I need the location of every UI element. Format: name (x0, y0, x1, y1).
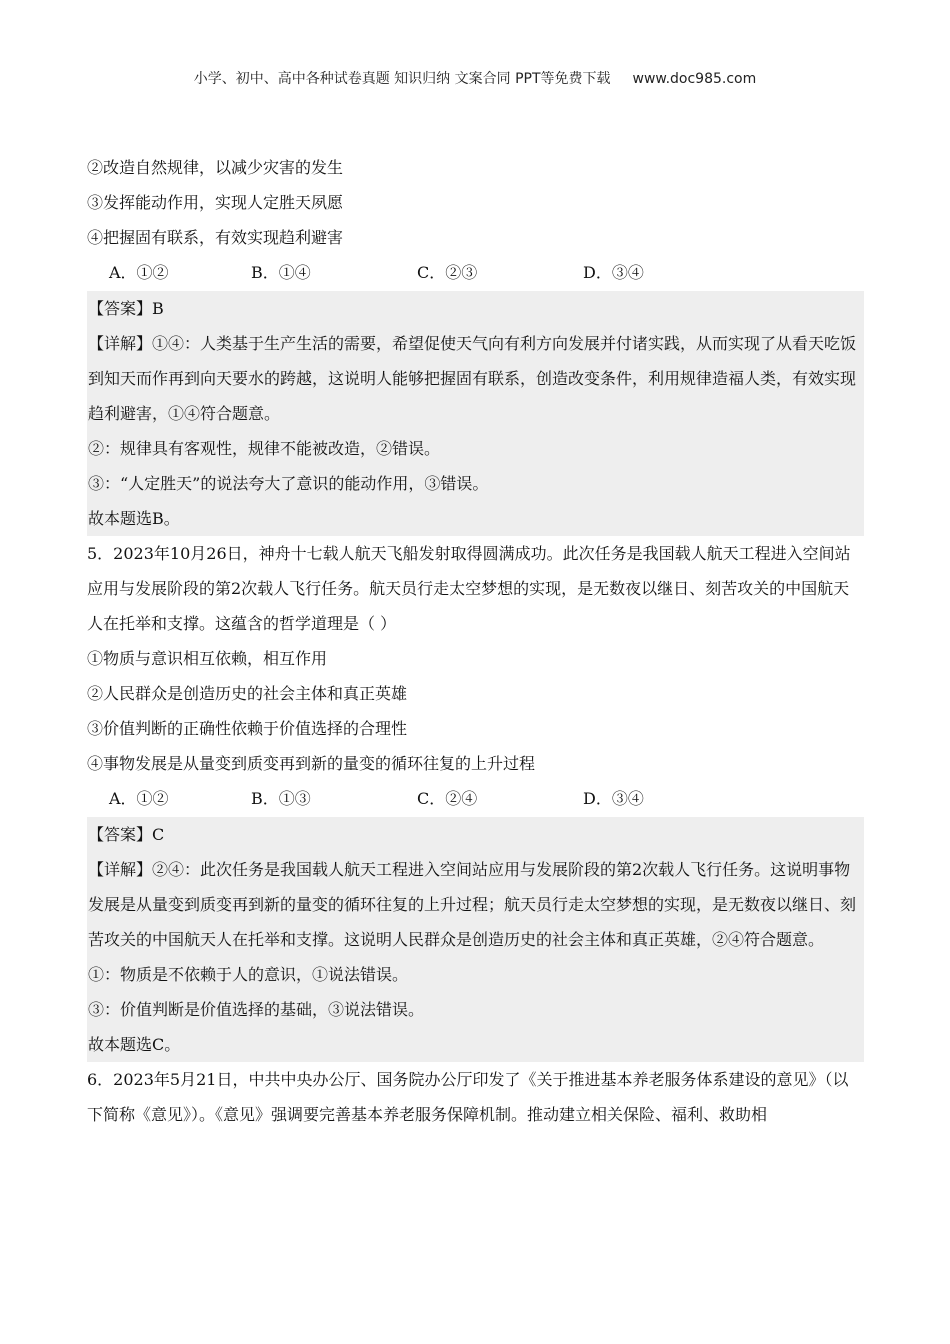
choice-c: C．②③ (417, 263, 478, 282)
choice-row (87, 255, 864, 290)
question-6 (87, 1062, 864, 1132)
answer-conclusion: 故本题选B。 (88, 509, 180, 528)
option-line: ②改造自然规律，以减少灾害的发生 (87, 158, 344, 177)
question-stem: 6．2023年5月21日，中共中央办公厅、国务院办公厅印发了《关于推进基本养老服务体系建设的意见》（以下简称《意见》）。《意见》强调要完善基本养老服务保障机制。推动建立相关保险、福利、救助相 (87, 1070, 849, 1124)
answer-note: ③：“人定胜天”的说法夸大了意识的能动作用，③错误。 (88, 474, 489, 493)
choice-b: B．①④ (251, 263, 311, 282)
page-header (0, 68, 950, 88)
choice-d: D．③④ (583, 263, 644, 282)
header-site: www.doc985.com (632, 71, 757, 87)
answer-detail: 【详解】①④：人类基于生产生活的需要，希望促使天气向有利方向发展并付诸实践，从而实现了从看天吃饭到知天而作再到向天要水的跨越，这说明人能够把握固有联系，创造改变条件，利用规律造福人类，有效实现趋利避害，①④符合题意。 (88, 334, 857, 423)
option-line: ③发挥能动作用，实现人定胜天夙愿 (87, 193, 344, 212)
choice-d: D．③④ (583, 789, 644, 808)
answer-note: ③：价值判断是价值选择的基础，③说法错误。 (88, 1000, 425, 1019)
option-line: ③价值判断的正确性依赖于价值选择的合理性 (87, 719, 408, 738)
question-4 (87, 150, 864, 536)
answer-note: ①：物质是不依赖于人的意识，①说法错误。 (88, 965, 409, 984)
option-line: ①物质与意识相互依赖，相互作用 (87, 649, 328, 668)
answer-label: 【答案】C (88, 825, 165, 844)
answer-block (87, 817, 864, 1062)
answer-detail: 【详解】②④：此次任务是我国载人航天工程进入空间站应用与发展阶段的第2次载人飞行任务。这说明事物发展是从量变到质变再到新的量变的循环往复的上升过程；航天员行走太空梦想的实现，是无数夜以继日、刻苦攻关的中国航天人在托举和支撑。这说明人民群众是创造历史的社会主体和真正英雄，②④符合题意。 (88, 860, 857, 949)
question-stem: 5．2023年10月26日，神舟十七载人航天飞船发射取得圆满成功。此次任务是我国载人航天工程进入空间站应用与发展阶段的第2次载人飞行任务。航天员行走太空梦想的实现，是无数夜以继日、刻苦攻关的中国航天人在托举和支撑。这蕴含的哲学道理是（ ） (87, 544, 851, 633)
answer-block (87, 291, 864, 536)
option-line: ④事物发展是从量变到质变再到新的量变的循环往复的上升过程 (87, 754, 536, 773)
answer-label: 【答案】B (88, 299, 164, 318)
choice-a: A．①② (109, 263, 169, 282)
choice-row (87, 781, 864, 816)
document-body (87, 150, 864, 1132)
choice-a: A．①② (109, 789, 169, 808)
option-line: ②人民群众是创造历史的社会主体和真正英雄 (87, 684, 408, 703)
answer-conclusion: 故本题选C。 (88, 1035, 181, 1054)
header-text: 小学、初中、高中各种试卷真题 知识归纳 文案合同 PPT等免费下载 (193, 71, 611, 87)
question-5 (87, 536, 864, 1062)
option-line: ④把握固有联系，有效实现趋利避害 (87, 228, 344, 247)
choice-c: C．②④ (417, 789, 478, 808)
answer-note: ②：规律具有客观性，规律不能被改造，②错误。 (88, 439, 441, 458)
choice-b: B．①③ (251, 789, 311, 808)
